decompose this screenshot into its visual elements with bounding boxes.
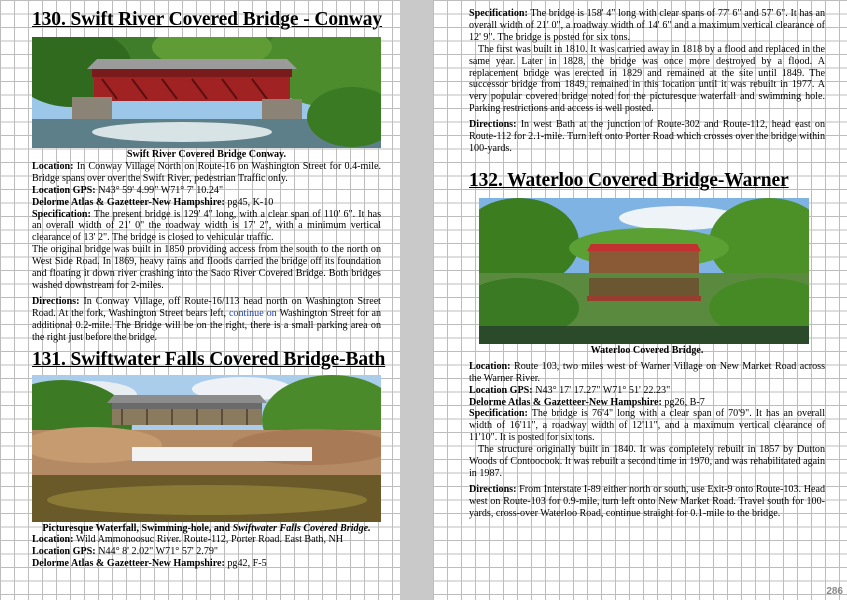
- location-132: Location: Route 103, two miles west of Warner Village on New Market Road across the Warner River.: [469, 360, 825, 384]
- page-number: 286: [826, 586, 843, 597]
- directions-131: Directions: In west Bath at the junction of Route-302 and Route-112, head east on Route-112 for 2.1-mile. Turn left onto Porter Road which crosses over the bridge within 100-yards.: [469, 119, 825, 154]
- heading-131: 131. Swiftwater Falls Covered Bridge-Bath: [32, 348, 386, 370]
- heading-130: 130. Swift River Covered Bridge - Conway: [32, 9, 383, 30]
- photo-swift-river-bridge: [32, 37, 381, 148]
- left-page-content: [32, 0, 386, 570]
- caption-131: Picturesque Waterfall, Swimming-hole, and Swiftwater Falls Covered Bridge.: [42, 522, 371, 534]
- atlas-130: Delorme Atlas & Gazetteer-New Hampshire: pg45, K-10: [32, 196, 274, 208]
- heading-132: 132. Waterloo Covered Bridge-Warner: [469, 169, 789, 191]
- right-page-content: [469, 0, 825, 520]
- gps-132: Location GPS: N43° 17' 17.27" W71° 51' 22.23": [469, 384, 671, 396]
- location-130: Location: In Conway Village North on Route-16 on Washington Street for 0.4-mile. Bridge spans over over the Swift River, pedestrian Traffic only.: [32, 160, 381, 184]
- directions-132: Directions: From Interstate I-89 either north or south, use Exit-9 onto Route-103. Head west on Route-103 for 0.9-mile, turn left onto New Market Road. Travel south for 100-yards, cross-over Waterloo Road, continue straight for 0.1-mile to the bridge.: [469, 483, 825, 519]
- atlas-132: Delorme Atlas & Gazetteer-New Hampshire: pg26, B-7: [469, 396, 705, 408]
- direction-highlight: continue on: [228, 307, 277, 319]
- history-132: The structure originally built in 1840. It was completely rebuilt in 1857 by Dutton Woods of Contoocook. It was rebuilt a second time in 1970, and was rehabilitated again in 1987.: [469, 444, 825, 479]
- page-gap: [400, 0, 433, 600]
- right-page: [433, 0, 847, 600]
- left-page: [0, 0, 400, 600]
- history-130: The original bridge was built in 1850 providing access from the south to the north on West Side Road. In 1869, heavy rains and floods carried the bridge off its foundation and floating it down river crashing into the Saco River Covered Bridge. Both bridges washed downstream for 2-miles.: [32, 244, 381, 291]
- photo-swiftwater-falls: [32, 375, 381, 522]
- spec-132: Specification: The bridge is 76'4" long with a clear span of 70'9". It has an overall width of 16'11", a roadway width of 12'11", and a maximum vertical clearance of 11'10". It is posted for six tons.: [469, 408, 825, 444]
- atlas-131: Delorme Atlas & Gazetteer-New Hampshire: pg42, F-5: [32, 558, 267, 570]
- history-131: The first was built in 1810. It was carried away in 1818 by a flood and replaced in the same year. Later in 1828, the bridge was once more destroyed by a flood. A replacement bridge was erected in 1829 and remained at the site until 1849. The successor bridge from 1849, remained in this location until it was rebuilt in 1977. A very popular covered bridge noted for the picturesque waterfall and swimming hole. Parking restrictions and access is well posted.: [469, 43, 825, 115]
- photo-waterloo-bridge: [479, 198, 809, 344]
- spec-130: Specification: The present bridge is 129' 4" long, with a clear span of 110' 6". It has an overall width of 21' 0" the roadway width is 17' 2", with a minimum vertical clearance of 13' 2". The bridge is closed to vehicular traffic.: [32, 208, 381, 244]
- location-131: Location: Wild Ammonoosuc River. Route-112, Porter Road. East Bath, NH: [32, 534, 344, 546]
- caption-130: Swift River Covered Bridge Conway.: [126, 149, 287, 160]
- directions-130: Directions: In Conway Village, off Route-16/113 head north on Washington Street Road. At the fork, Washington Street bears left, continue on Washington Street for an additional 0.2-mile. The Bridge will be on the right, there is a small parking area on the right just before the bridge.: [32, 295, 381, 343]
- caption-132: Waterloo Covered Bridge.: [590, 344, 704, 356]
- gps-130: Location GPS: N43° 59' 4.99" W71° 7' 10.24": [32, 184, 224, 196]
- gps-131: Location GPS: N44° 8' 2.02" W71° 57' 2.79": [32, 546, 219, 558]
- spec-131: Specification: The bridge is 158' 4" long with clear spans of 77' 6" and 57' 6". It has an overall width of 21' 0", a roadway width of 14' 6" and a maximum vertical clearance of 12' 9". The bridge is posted for six tons.: [469, 8, 825, 43]
